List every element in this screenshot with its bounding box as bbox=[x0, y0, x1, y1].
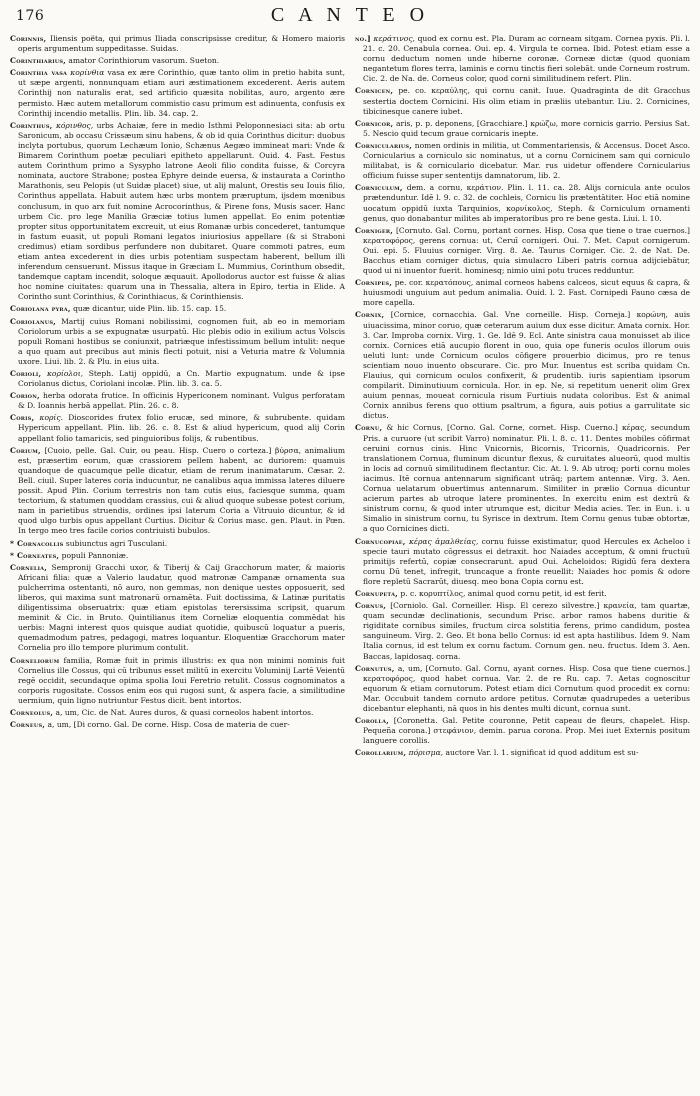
page-header bbox=[14, 4, 686, 30]
dictionary-entry bbox=[355, 119, 690, 139]
right-column bbox=[355, 34, 690, 1090]
entry-text: nomen ordinis in militia, ut Commentariensis, & Accensus. Docet Asco. Cornicularius a corniculo sic nominatus, ut a cornu Cornicinem sam qui corniculo militabat, is & corniculario dicebatur. Mar. rus uidetur offendere Cornicularius officium fuisse super sententijs damnatorum, lib. 2. bbox=[363, 140, 690, 181]
dictionary-entry bbox=[355, 664, 690, 714]
dictionary-entry bbox=[355, 716, 690, 746]
left-column bbox=[10, 34, 345, 1090]
entry-text: amator Corinthiorum vasorum. Sueton. bbox=[68, 56, 220, 66]
dictionary-entry bbox=[355, 34, 690, 84]
entry-headword: Corniger, bbox=[355, 225, 394, 235]
entry-text: a, um, [Di corno. Gal. De corne. Hisp. Cosa de materia de cuer- bbox=[47, 720, 290, 730]
entry-greek: πόρισμα, bbox=[408, 748, 444, 758]
entry-text: [Cornice, cornacchia. Gal. Vne corneille. Hisp. Corneja.] κορώνη, auis uiuacissima, minor coruo, quæ ceterarum auium dux esse dicitur. Amata cornix. Hor. 3. Car. Improba cornix. Virg. 1. Ge. Idē 9. Ecl. Ante sinistra caua monuisset ab ilice cornix. Cornices etiā aucupio florent in ouo, quia ope funeris oculos illorum ouis ueluti lunt: unde Cornicum oculos cōfigere prouerbio dicimus, pro re tenus scientiam nouo inuento obscurare. Cic. pro Mur. Inuentus est scriba quidam Cn. Flauius, qui cornicum oculos confixerit, & prudentib. iuris sapientiam ipsorum compilarit. Diminutiuum cornicula. Hor. in ep. Ne, si repetitum uenerit olim Grex auium pennas, moueat cornicula risum Furtiuis nudata coloribus. Est & animal Cornix annibus ferens quo ottium psaltrum, a figura, auis potius a garrulitate sic dictus. bbox=[363, 310, 690, 421]
entry-text: vasa ex ære Corinthio, quæ tanto olim in pretio habita sunt, ut sæpe argenti, nonnunquam etiam auri æstimationem excederent. Aeris autem Corinthij non naturalis erat, sed artificio quæsita nobilitas, auro, argento ære permisto. Hæc autem metallorum commistio casu primum est adinuenta, confusis ex Corinthij incendio metallis. Plin. lib. 34. cap. 2. bbox=[18, 68, 345, 118]
entry-headword: Cornucopiae, bbox=[355, 536, 406, 546]
entry-text: aris, p. p. deponens, [Gracchiare.] κρώζω, more cornicis garrio. Persius Sat. 5. Nescio quid tecum graue cornicaris inepte. bbox=[363, 118, 690, 138]
entry-headword: Corneus, bbox=[10, 720, 46, 730]
entry-headword: Corneliorum bbox=[10, 655, 60, 665]
dictionary-columns bbox=[10, 34, 690, 1090]
dictionary-entry bbox=[355, 226, 690, 276]
dictionary-entry bbox=[355, 310, 690, 421]
entry-headword: Cornutus, bbox=[355, 663, 395, 673]
entry-text: Iliensis poëta, qui primus Iliada conscripsisse creditur, & Homero maioris operis argumentum suppeditasse. Suidas. bbox=[18, 34, 345, 54]
dictionary-entry bbox=[355, 141, 690, 181]
running-head: C A N T E O bbox=[270, 4, 430, 26]
entry-headword: Corneolus, bbox=[10, 708, 54, 717]
entry-text: quæ dicantur, uide Plin. lib. 15. cap. 15. bbox=[73, 304, 227, 314]
entry-text: a, um, [Cornuto. Gal. Cornu, ayant cornes. Hisp. Cosa que tiene cuernos.] κερατοφόρος, quod habet cornua. Var. 2. de re Ru. cap. 7. Aetas cognoscitur equorum & etiam cornutorum. Potest etiam dici Cornutum quod procedit ex cornu: Mar. Occubuit tandem cornuto ardore petitus. Cornutæ quadrupedes a ueteribus dicebantur elephanti, nā quos in his dentes multi dicunt, cornua sunt. bbox=[363, 663, 690, 713]
entry-text: [Cuoio, pelle. Gal. Cuir, ou peau. Hisp. Cuero o corteza.] βύρσα, animalium est, præsertim eorum, quæ crassiorem pellem habent, ac duriorem: quamuis quandoque de quacumque pelle dicatur, etiam de rerum inanimatarum. Cæsar. 2. Bell. ciuil. Super lateres coria inducuntur, ne canalibus aqua immissa lateres diluere possit. Apud Plin. Corium terrestris non tam cutis eius, faciesque summa, quam tectorium, & statumen quoddam crassius, cui & aliud quoque subesse potest corium, nam in parietibus struendis, ordines ipsi laterum Coria a Vitruuio dicuntur, & id quod ulgo turbis opus appellant Curtius. Dicitur & Corius masc. gen. Plaut. in Pœn. In tergo meo tres facile corios contriuisti bubulos. bbox=[18, 445, 345, 536]
entry-greek: κορίολοι, bbox=[46, 369, 84, 378]
entry-text: pe. cor. κερατόπους, animal corneos habens calceos, sicut equus & capra, & huiusmodi unguium aut pedum animalia. Ouid. l. 2. Fast. Cornipedi Fauno cæsa de more capella. bbox=[363, 278, 690, 308]
dictionary-entry bbox=[10, 720, 345, 730]
dictionary-entry bbox=[10, 656, 345, 706]
dictionary-entry bbox=[10, 446, 345, 537]
entry-text: cornu fuisse existimatur, quod Hercules ex Acheloo i specie tauri mutato cōgressus ei detraxit. hoc Naiades acceptum, & omni fructuū primitijs refertū, copiæ consecrarunt. apud Oui. Acheloidos: Rigidū fera dextera cornu Dū tenet, infregit, truncaque a fronte reuellit: Naiades hoc pomis & odore flore repletū Sacrarūt, diuesq. meo bona Copia cornu est. bbox=[363, 536, 690, 586]
dictionary-entry bbox=[355, 86, 690, 116]
dictionary-entry bbox=[10, 317, 345, 367]
dictionary-entry bbox=[355, 748, 690, 758]
entry-headword: Cornelia, bbox=[10, 562, 48, 572]
entry-headword: Corioli, bbox=[10, 369, 42, 378]
entry-headword: Coriolanus, bbox=[10, 316, 56, 326]
entry-headword: Cornix, bbox=[355, 310, 385, 320]
page-number: 176 bbox=[16, 8, 45, 24]
entry-text: [Cornuto. Gal. Cornu, portant cornes. Hisp. Cosa que tiene o trae cuernos.] κερατοφόρος, gerens cornua: ut, Ceruī cornigeri. Oui. 7. Met. Caput cornigerum. Oui. epi. 5. Fluuius corniger. Virg. 8. Ae. Taurus Corniger. Cic. 2. de Nat. De. Bacchus etiam corniger dictus, quia simulacro Liberi patris cornua adijciebātur, quod ui ni inuentor fuerit. hominesq; nimio uini potu truces redduntur. bbox=[363, 225, 690, 276]
entry-text: auctore Var. l. 1. significat id quod additum est su- bbox=[445, 748, 639, 758]
entry-text: Dioscorides frutex folio erucæ, sed minore, & subrubente. quidam Hypericum appellant. Plin. lib. 26. c. 8. Est & aliud hypericum, quod alij Corin appellant folio tamaricis, sed pinguioribus folijs, & rubentibus. bbox=[18, 413, 345, 443]
entry-headword: Corinnis, bbox=[10, 34, 47, 43]
entry-text: Steph. Latij oppidū, a Cn. Martio expugnatum. unde & ipse Coriolanus dictus, Coriolani incolæ. Plin. lib. 3. ca. 5. bbox=[18, 369, 345, 389]
entry-text: Martij cuius Romani nobilissimi, cognomen fuit, ab eo in memoriam Coriolorum urbis a se expugnatæ usurpatū. Hic plebis odio in exilium actus Volscis populi Romani hostibus se coniunxit, patriæque infestissimum bellum intulit: neque a quo quam aut precibus aut minis flecti potuit, nisi a Veturia matre & Volumnia uxore. Liui. lib. 2. & Plu. in eius uita. bbox=[18, 316, 345, 366]
entry-headword: Cornipes, bbox=[355, 278, 393, 288]
dictionary-entry bbox=[10, 56, 345, 66]
entry-headword: Coris, bbox=[10, 413, 35, 423]
dictionary-entry bbox=[355, 278, 690, 308]
entry-headword: Corinthia vasa bbox=[10, 68, 68, 78]
entry-text: pe. co. κεραύλης, qui cornu canit. Iuue. Quadraginta de dit Gracchus sestertia doctem Cornicini. His olim etiam in præliis utebantur. Liu. 2. Cornicines, tibicinesque canere iubet. bbox=[363, 86, 690, 116]
entry-text: [Corniolo. Gal. Corneiller. Hisp. El cerezo silvestre.] κρανεία, tam quartæ, quam secundæ declinationis, secundum Prisc. arbor ramos habens duritie & rigiditate cornibus similes, fructum circa solstitia ferens, primo candidum, postea sanguineum. Virg. 2. Geo. Et bona bello Cornus: id est apta hastilibus. Idem 9. Nam Italia cornus, id est telum ex cornu factum. Cornum gen. neu. fructus. Idem 3. Aen. Baccas, lapidosaq. corna. bbox=[363, 601, 690, 661]
entry-headword: Corion, bbox=[10, 391, 40, 401]
dictionary-entry bbox=[10, 551, 345, 561]
entry-headword: Corinthiarius, bbox=[10, 56, 66, 66]
dictionary-entry bbox=[355, 589, 690, 599]
entry-text: a, um, Cic. de Nat. Aures duros, & quasi corneolos habent intortos. bbox=[55, 708, 314, 717]
dictionary-entry bbox=[10, 391, 345, 411]
entry-text: [Coronetta. Gal. Petite couronne, Petit capeau de fleurs, chapelet. Hisp. Pequeña corona.] στεφάνιον, demin. parua corona. Prop. Mei iuet Externis positum languere corollis. bbox=[363, 716, 690, 746]
entry-headword: Corollarium, bbox=[355, 748, 407, 758]
entry-headword: Cornupeta, bbox=[355, 588, 398, 598]
dictionary-entry bbox=[10, 539, 345, 549]
dictionary-entry bbox=[10, 563, 345, 654]
dictionary-entry bbox=[355, 183, 690, 223]
entry-text: quod ex cornu est. Pla. Duram ac corneam sitgam. Cornea pyxis. Pli. l. 21. c. 20. Cenabula cornea. Oui. ep. 4. Virgula te cornea. Ibid. Potest etiam esse a cornu deductum nomen unde hiberne coronæ. Corneæ dictæ (quod quoniam negantetum flores terra, laminis e cornu tinctis fieri solebāt. unde Corneum rostrum. Cic. 2. de Na. de. Corneus color, quod corni similitudinem refert. Plin. bbox=[363, 34, 690, 84]
dictionary-entry bbox=[10, 304, 345, 314]
entry-headword: * Cornacollis bbox=[10, 538, 64, 548]
dictionary-entry bbox=[355, 601, 690, 662]
entry-headword: Cornicor, bbox=[355, 118, 394, 128]
entry-greek: κορίνθια bbox=[70, 68, 105, 78]
entry-headword: Cornicularius, bbox=[355, 140, 413, 150]
entry-text: familia, Romæ fuit in primis illustris: ex qua non minimi nominis fuit Cornelius ille Cossus, qui cū tribunus esset militū in exercitu Voluminij Lartē Veientū regē occidit, secundaque opima spolia Ioui Feretrio retulit. Cossus cognominatos a corporis rugositate. Cossos enim eos qui rugosi sunt, & aspera facie, a similitudine uermium, quin ligno nutriuntur Festus dicit. bent intortos. bbox=[18, 655, 345, 705]
entry-text: urbs Achaiæ, fere in medio Isthmi Peloponnesiaci sita: ab ortu Saronicum, ab occasu Crissæum sinu habens, & ob id quia Corinthus dicitur: duobus inclyta portubus, quorum Lechæum Ionio, Schænus Aegæo immineat mari: Vnde & Bimarem Corinthum poetæ peculiari epitheto appellarunt. Ouid. 4. Fast. Festus autem Corinthum primo a Sysypho latrone Aeoli filio condita fuisse, & Corcyra nominata, auctore Strabone; postea Ephyre deinde euersa, & instaurata a Corintho Marathonis, seu Pelopis (ut Suidæ placet) siue, ut alij malunt, Orestis seu Iouis filio, Corinthus appellata. Habuit autem hæc urbs montem præruptum, ijsdem mœnibus conclusum, in quo arx fuit nomine Acrocorinthus, & Pirene fons, Musis sacer. Hanc urbem Cic. pro lege Manilia Græciæ totius lumen appellat. Eo enim potentiæ propter situs opportunitatem excreuit, ut eius Romanæ urbis concederet, tantumque in fastum euasit, ut populi Romani legatos iniuriosius appellare (& si Straboni credimus) etiam sordibus perfundere non dubitaret. Quare commoti patres, eum etiam antea excederent in dies urbis potentiam suspectam haberent, bellum illi inferendum censuerunt. Missus itaque in Græciam L. Mummius, Corinthum obsedit, tandemque captam incendit, soloque æquauit. Apollodorus auctor est fuisse & alias hoc nomine ciuitates: quarum una in Thessalia, altera in Epiro, tertia in Elide. A Corintho sunt Corinthius, & Corinthiacus, & Corinthiensis. bbox=[18, 120, 345, 302]
entry-text: populi Pannoniæ. bbox=[61, 550, 129, 560]
dictionary-entry bbox=[355, 537, 690, 587]
entry-headword: Cornicen, bbox=[355, 86, 394, 96]
entry-headword: * Corneates, bbox=[10, 550, 60, 560]
entry-text: p. c. κορυπτίλος, animal quod cornu petit, id est ferit. bbox=[400, 588, 607, 598]
dictionary-entry bbox=[10, 413, 345, 443]
entry-headword: Cornus, bbox=[355, 601, 387, 611]
entry-headword: no.] bbox=[355, 34, 371, 43]
entry-headword: Corium, bbox=[10, 445, 41, 455]
dictionary-entry bbox=[10, 708, 345, 718]
entry-greek: κορίς. bbox=[39, 413, 64, 423]
dictionary-entry bbox=[355, 423, 690, 534]
entry-text: subiunctus agri Tusculani. bbox=[65, 538, 168, 548]
entry-headword: Corinthus, bbox=[10, 120, 53, 130]
entry-headword: Corniculum, bbox=[355, 183, 403, 193]
entry-text: dem. a cornu, κεράτιον. Plin. l. 11. ca. 28. Alijs cornicula ante oculos prætenduntur. Idē l. 9. c. 32. de cochleis, Cornicu lis prætentātiter. Hoc etiā nomine uocatum oppidū iuxta Tarquinios, κορνίκολος, Steph. & Corniculum ornamenti genus, quo donabantur milites ab imperatoribus pro re bene gesta. Liui. l. 10. bbox=[363, 183, 690, 223]
entry-greek: κεράτινος, bbox=[373, 34, 415, 43]
dictionary-entry bbox=[10, 369, 345, 389]
entry-text: herba odorata frutice. In officinis Hypericonem nominant. Vulgus perforatam & D. Ioannis herbā appellat. Plin. 26. c. 8. bbox=[18, 391, 345, 411]
entry-headword: Cornu, bbox=[355, 423, 383, 433]
dictionary-entry bbox=[10, 68, 345, 118]
entry-text: Sempronij Gracchi uxor, & Tiberij & Caij Gracchorum mater, & maioris Africani filia: quæ a Valerio laudatur, quod matronæ Campanæ ornamenta sua pulcherrima ostentanti, nō auro, non gemmas, non denique uestes opposuerit, sed liberos, qui maxima sunt matronarū ornamēta. Fuit doctissima, & Latinæ puritatis diligentissima obseruatrix: quæ etiam epistolas terersissima scripsit, quarum meminit & Cic. in Bruto. Quintilianus item Corneliæ eloquentia commēdat his uerbis: Magni interest quos quisque audiat quotidie, quibuscū loquatur a pueris, quemadmodum patres, pedagogi, matres loquantur. Eloquentiæ Gracchorum mater Cornelia pro illo tempore plurimum contulit. bbox=[18, 562, 345, 653]
entry-headword: Corolla, bbox=[355, 716, 390, 726]
entry-greek: κόρινθος, bbox=[55, 120, 94, 130]
entry-greek: κέρας ἀμαλθείας, bbox=[408, 536, 479, 546]
entry-text: & hic Cornus, [Corno. Gal. Corne, cornet. Hisp. Cuerno.] κέρας, secundum Pris. a curuore (ut scribit Varro) nominatur. Pli. l. 8. c. 11. Dentes mobiles cōfirmat ceruini cornus cinis. Hinc Vnicornis, Bicornis, Tricornis, Quadricornis. Per translationem Cornua, fluminum dicuntur flexus, & curuitates alueorū, quod multis in locis ad cornuū similitudinem flectantur. Cic. At. l. 9. Ab utroq; porti cornu moles iacimus. Itē cornua antennarum significant utrāq; partem antennæ. Virg. 3. Aen. Cornua uelatarum obuertimus antennarum. Similiter in prælio Cornua dicuntur acierum partes ab utroque latere prominentes. In exercitu enim est dextrū & sinistrum cornu, & quod inter utrumque est, dicitur Media acies. Ter. in Eun. i. u Simalio in sinistrum cornu, tu Syrisce in dextrum. Item Cornu genus tubæ obtortæ, a quo Cornicines dicti. bbox=[363, 423, 690, 534]
dictionary-entry bbox=[10, 34, 345, 54]
dictionary-entry bbox=[10, 121, 345, 303]
entry-headword: Coriolana pyra, bbox=[10, 304, 71, 314]
